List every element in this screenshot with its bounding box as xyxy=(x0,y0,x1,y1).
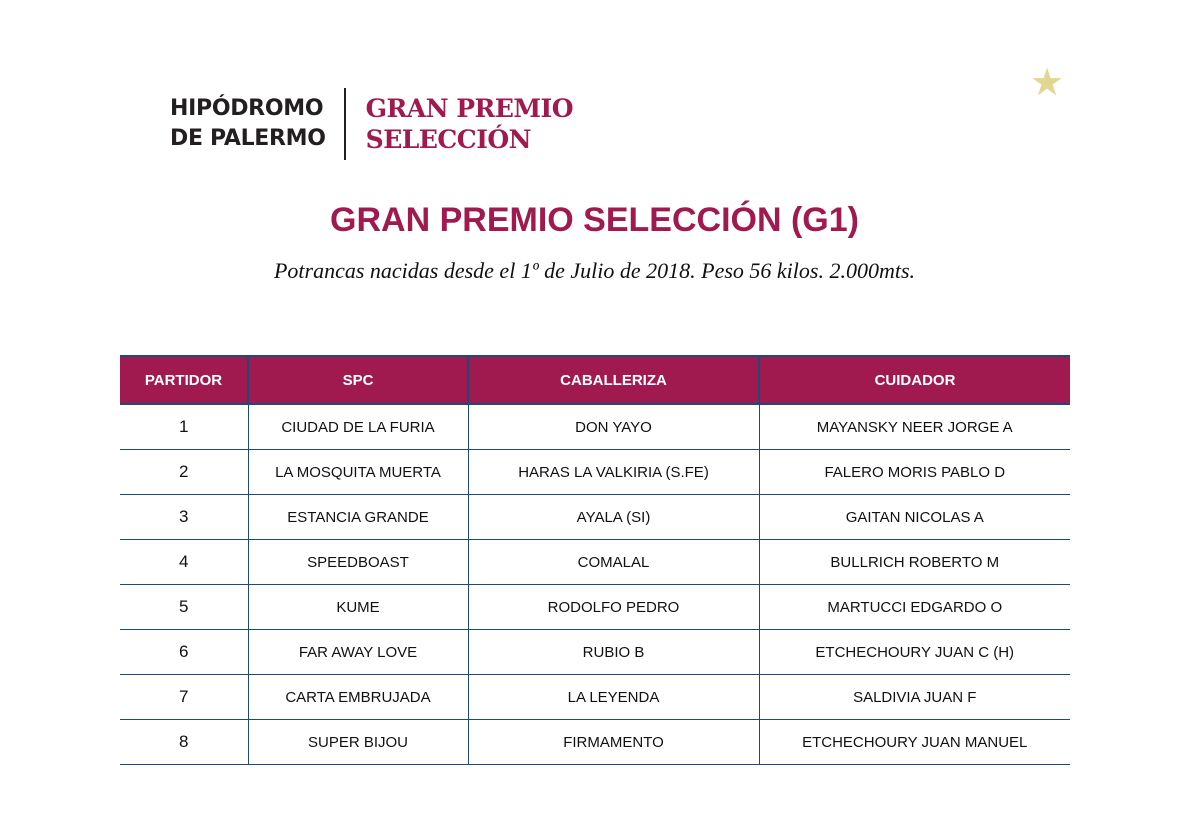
cell-caballeriza: LA LEYENDA xyxy=(468,675,759,720)
table-row xyxy=(120,404,1070,450)
race-conditions: Potrancas nacidas desde el 1º de Julio de 2018. Peso 56 kilos. 2.000mts. xyxy=(273,258,916,283)
cell-cuidador: MARTUCCI EDGARDO O xyxy=(759,585,1070,630)
table-row xyxy=(120,540,1070,585)
cell-cuidador: GAITAN NICOLAS A xyxy=(759,495,1070,540)
cell-cuidador: ETCHECHOURY JUAN C (H) xyxy=(759,630,1070,675)
cell-caballeriza: FIRMAMENTO xyxy=(468,720,759,765)
cell-spc: CIUDAD DE LA FURIA xyxy=(248,404,468,450)
cell-partidor: 8 xyxy=(120,720,248,765)
cell-partidor: 3 xyxy=(120,495,248,540)
cell-spc: SPEEDBOAST xyxy=(248,540,468,585)
logo-venue-line-2: DE PALERMO xyxy=(170,126,326,151)
cell-spc: CARTA EMBRUJADA xyxy=(248,675,468,720)
table-row xyxy=(120,450,1070,495)
table-row xyxy=(120,630,1070,675)
cell-spc: LA MOSQUITA MUERTA xyxy=(248,450,468,495)
cell-partidor: 4 xyxy=(120,540,248,585)
cell-spc: FAR AWAY LOVE xyxy=(248,630,468,675)
cell-caballeriza: RUBIO B xyxy=(468,630,759,675)
cell-caballeriza: AYALA (SI) xyxy=(468,495,759,540)
cell-caballeriza: DON YAYO xyxy=(468,404,759,450)
cell-cuidador: SALDIVIA JUAN F xyxy=(759,675,1070,720)
logo-venue-line-1: HIPÓDROMO xyxy=(170,96,324,121)
cell-cuidador: FALERO MORIS PABLO D xyxy=(759,450,1070,495)
cell-caballeriza: COMALAL xyxy=(468,540,759,585)
table-header-row xyxy=(120,356,1070,404)
logo-venue-name xyxy=(170,88,344,160)
hipodromo-logo xyxy=(170,88,573,160)
logo-event-name xyxy=(346,88,573,160)
cell-cuidador: MAYANSKY NEER JORGE A xyxy=(759,404,1070,450)
logo-event-line-1: GRAN PREMIO xyxy=(365,94,574,123)
cell-partidor: 5 xyxy=(120,585,248,630)
cell-partidor: 2 xyxy=(120,450,248,495)
cell-cuidador: ETCHECHOURY JUAN MANUEL xyxy=(759,720,1070,765)
entries-table xyxy=(120,355,1070,765)
page-title: GRAN PREMIO SELECCIÓN (G1) xyxy=(330,201,859,239)
table-row xyxy=(120,495,1070,540)
cell-partidor: 7 xyxy=(120,675,248,720)
cell-spc: ESTANCIA GRANDE xyxy=(248,495,468,540)
logo-event-line-2: SELECCIÓN xyxy=(365,125,532,154)
table-row xyxy=(120,720,1070,765)
cell-caballeriza: HARAS LA VALKIRIA (S.FE) xyxy=(468,450,759,495)
header-caballeriza: CABALLERIZA xyxy=(468,356,759,404)
star-icon: ★ xyxy=(1030,60,1065,104)
table-row xyxy=(120,675,1070,720)
header-partidor: PARTIDOR xyxy=(120,356,248,404)
cell-partidor: 1 xyxy=(120,404,248,450)
cell-spc: SUPER BIJOU xyxy=(248,720,468,765)
table-row xyxy=(120,585,1070,630)
cell-caballeriza: RODOLFO PEDRO xyxy=(468,585,759,630)
cell-cuidador: BULLRICH ROBERTO M xyxy=(759,540,1070,585)
cell-partidor: 6 xyxy=(120,630,248,675)
cell-spc: KUME xyxy=(248,585,468,630)
header-cuidador: CUIDADOR xyxy=(759,356,1070,404)
header-spc: SPC xyxy=(248,356,468,404)
